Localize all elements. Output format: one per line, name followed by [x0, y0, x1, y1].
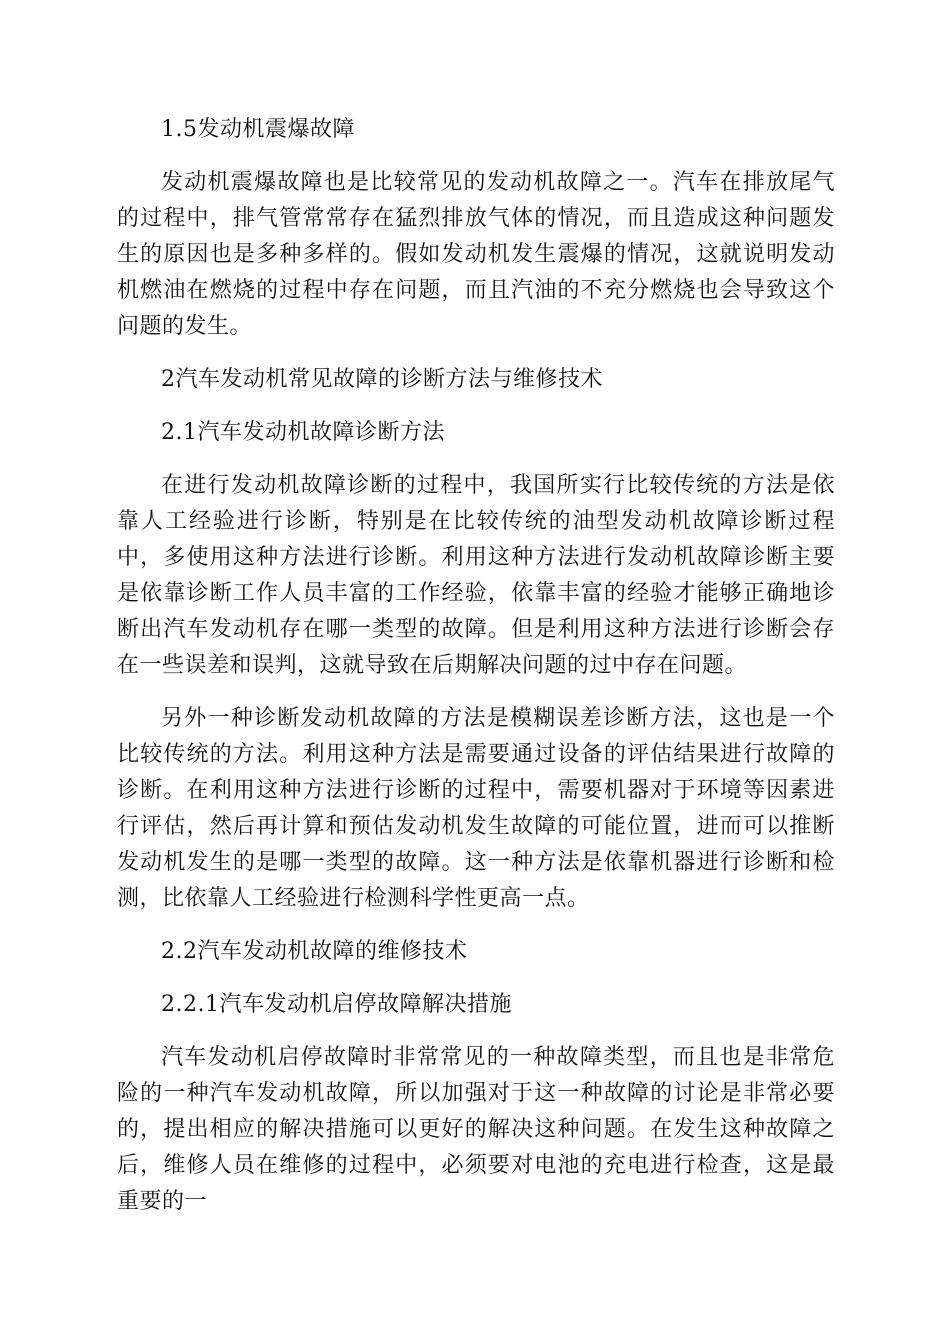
- paragraph-knock-fault: 发动机震爆故障也是比较常见的发动机故障之一。汽车在排放尾气的过程中，排气管常常存在猛烈排放气体的情况，而且造成这种问题发生的原因也是多种多样的。假如发动机发生震爆的情况，这就说明发动机燃油在燃烧的过程中存在问题，而且汽油的不充分燃烧也会导致这个问题的发生。: [117, 170, 835, 339]
- section-heading-2-2-1: 2.2.1汽车发动机启停故障解决措施: [161, 992, 512, 1017]
- document-page: [117, 112, 835, 1237]
- paragraph-start-stop-fault: 汽车发动机启停故障时非常常见的一种故障类型，而且也是非常危险的一种汽车发动机故障，所以加强对于这一种故障的讨论是非常必要的，提出相应的解决措施可以更好的解决这种问题。在发生这种故障之后，维修人员在维修的过程中，必须要对电池的充电进行检查，这是最重要的一: [117, 1045, 835, 1214]
- section-heading-2-1: 2.1汽车发动机故障诊断方法: [161, 420, 445, 445]
- section-heading-1-5: 1.5发动机震爆故障: [161, 117, 355, 142]
- paragraph-fuzzy-diagnosis: 另外一种诊断发动机故障的方法是模糊误差诊断方法，这也是一个比较传统的方法。利用这种方法是需要通过设备的评估结果进行故障的诊断。在利用这种方法进行诊断的过程中，需要机器对于环境等因素进行评估，然后再计算和预估发动机发生故障的可能位置，进而可以推断发动机发生的是哪一类型的故障。这一种方法是依靠机器进行诊断和检测，比依靠人工经验进行检测科学性更高一点。: [117, 706, 835, 911]
- paragraph-manual-diagnosis: 在进行发动机故障诊断的过程中，我国所实行比较传统的方法是依靠人工经验进行诊断，特别是在比较传统的油型发动机故障诊断过程中，多使用这种方法进行诊断。利用这种方法进行发动机故障诊断主要是依靠诊断工作人员丰富的工作经验，依靠丰富的经验才能够正确地诊断出汽车发动机存在哪一类型的故障。但是利用这种方法进行诊断会存在一些误差和误判，这就导致在后期解决问题的过中存在问题。: [117, 473, 835, 678]
- section-heading-2-2: 2.2汽车发动机故障的维修技术: [161, 939, 468, 964]
- section-heading-2: 2汽车发动机常见故障的诊断方法与维修技术: [161, 367, 603, 392]
